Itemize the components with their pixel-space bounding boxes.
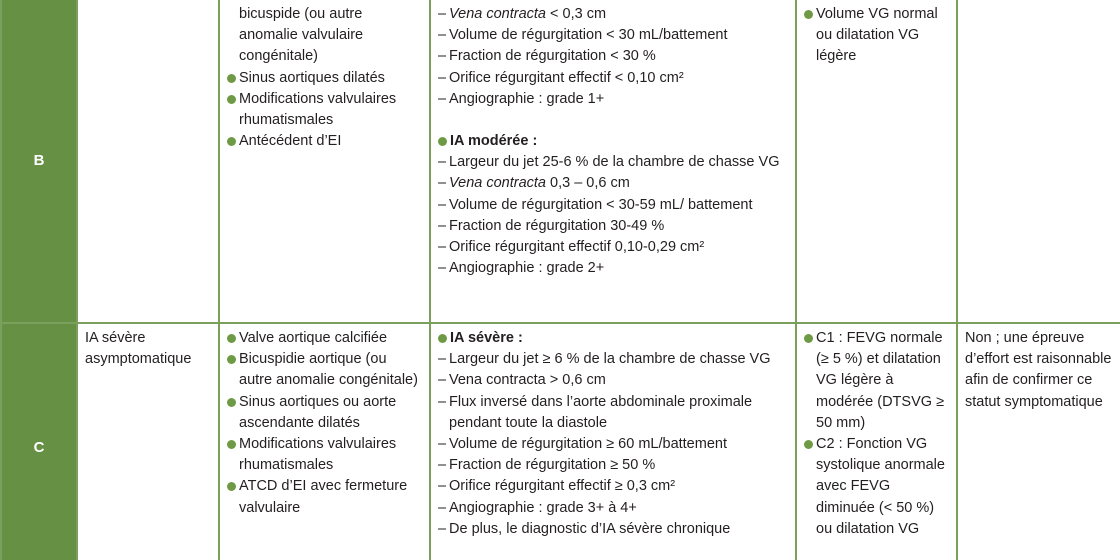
- criteria-group-heading: [438, 328, 789, 349]
- bullet-icon: [227, 398, 236, 407]
- criteria-item-text: Fraction de régurgitation < 30 %: [449, 48, 656, 65]
- criteria-item: [438, 258, 789, 279]
- bullet-icon: [227, 137, 236, 146]
- bullet-icon: [804, 10, 813, 19]
- bullet-icon: [227, 95, 236, 104]
- consequence-item: [804, 434, 950, 540]
- criteria-item-text: Orifice régurgitant effectif < 0,10 cm²: [449, 69, 684, 86]
- consequence-item: [804, 328, 950, 434]
- criteria-item: [438, 89, 789, 110]
- criteria-item: [438, 237, 789, 258]
- criteria-item-text: Fraction de régurgitation 30-49 %: [449, 217, 665, 234]
- consequence-text: C2 : Fonction VG systolique anormale avec FEVG diminuée (< 50 %) ou dilatation VG: [816, 436, 945, 537]
- criteria-item: [438, 392, 789, 434]
- bullet-icon: [438, 334, 447, 343]
- criteria-item-text: Orifice régurgitant effectif 0,10-0,29 cm²: [449, 239, 705, 256]
- criteria-item: [438, 349, 789, 370]
- valve-criteria-cell: [430, 0, 796, 323]
- criteria-list: [438, 4, 789, 110]
- criteria-item-text: Angiographie : grade 1+: [449, 90, 605, 107]
- bullet-icon: [227, 334, 236, 343]
- hemodynamic-consequences-cell: [796, 0, 957, 323]
- stage-cell: B: [1, 0, 77, 323]
- criteria-item-text: 0,3 – 0,6 cm: [546, 175, 630, 192]
- symptoms-cell: Non ; une épreuve d’effort est raisonnable afin de confirmer ce statut symptomatique: [957, 323, 1120, 560]
- criteria-item: [438, 216, 789, 237]
- criteria-item-text: Volume de régurgitation < 30 mL/battement: [449, 27, 728, 44]
- risk-factor-item: [227, 476, 423, 518]
- criteria-list: [438, 152, 789, 279]
- bullet-icon: [438, 137, 447, 146]
- bullet-icon: [227, 74, 236, 83]
- risk-factor-text: bicuspide (ou autre anomalie valvulaire congénitale): [239, 6, 364, 65]
- criteria-item: [438, 46, 789, 67]
- risk-factor-text: Sinus aortiques ou aorte ascendante dilatés: [239, 393, 397, 431]
- criteria-item-text: Angiographie : grade 3+ à 4+: [449, 499, 637, 516]
- definition-cell: IA sévère asymptomatique: [77, 323, 219, 560]
- criteria-heading-text: IA sévère :: [450, 330, 523, 346]
- criteria-item-text: Volume de régurgitation < 30-59 mL/ battement: [449, 196, 753, 213]
- bullet-icon: [804, 440, 813, 449]
- criteria-item-text: Orifice régurgitant effectif ≥ 0,3 cm²: [449, 478, 676, 495]
- criteria-item-text: Flux inversé dans l’aorte abdominale proximale pendant toute la diastole: [449, 393, 753, 431]
- stage-cell: C: [1, 323, 77, 560]
- definition-cell: [77, 0, 219, 323]
- criteria-group-heading: [438, 131, 789, 152]
- consequence-item: [804, 4, 950, 68]
- risk-factor-item: [227, 68, 423, 89]
- stage-row: [1, 0, 1120, 323]
- bullet-icon: [227, 440, 236, 449]
- stage-row: [1, 323, 1120, 560]
- risk-factor-text: Sinus aortiques dilatés: [239, 69, 385, 86]
- criteria-item-text: < 0,3 cm: [546, 6, 607, 22]
- criteria-item: [438, 152, 789, 173]
- risk-factor-item: [227, 131, 423, 152]
- consequence-text: C1 : FEVG normale (≥ 5 %) et dilatation VG légère à modérée (DTSVG ≥ 50 mm): [816, 330, 945, 431]
- bullet-icon: [227, 355, 236, 364]
- criteria-item: [438, 68, 789, 89]
- risk-factor-text: Antécédent d’EI: [239, 133, 342, 150]
- criteria-item-text: Angiographie : grade 2+: [449, 260, 605, 277]
- risk-factors-cell: [219, 323, 430, 560]
- risk-factor-text: Modifications valvulaires rhumatismales: [239, 90, 397, 129]
- criteria-item-text: Volume de régurgitation ≥ 60 mL/battement: [449, 436, 727, 453]
- risk-factor-item: [227, 328, 423, 349]
- risk-factor-list: [227, 4, 423, 152]
- risk-factor-text: Valve aortique calcifiée: [239, 330, 388, 346]
- criteria-item-text: De plus, le diagnostic d’IA sévère chronique: [449, 520, 731, 537]
- criteria-item-italic: Vena contracta: [449, 6, 546, 22]
- criteria-item: [438, 25, 789, 46]
- consequence-list: [804, 328, 950, 540]
- risk-factors-cell: [219, 0, 430, 323]
- criteria-item-text: Vena contracta > 0,6 cm: [449, 372, 606, 389]
- criteria-list: [438, 349, 789, 540]
- consequence-list: [804, 4, 950, 68]
- criteria-item: [438, 476, 789, 497]
- criteria-item: [438, 370, 789, 391]
- risk-factor-item: [227, 349, 423, 391]
- consequence-text: Volume VG normal ou dilatation VG légère: [816, 6, 938, 65]
- criteria-item-text: Fraction de régurgitation ≥ 50 %: [449, 457, 656, 474]
- valve-criteria-cell: [430, 323, 796, 560]
- criteria-item: [438, 195, 789, 216]
- risk-factor-text: ATCD d’EI avec fermeture valvulaire: [239, 478, 408, 516]
- risk-factor-item: [227, 434, 423, 476]
- symptoms-cell: [957, 0, 1120, 323]
- risk-factor-list: [227, 328, 423, 519]
- risk-factor-item: [227, 392, 423, 434]
- bullet-icon: [804, 334, 813, 343]
- risk-factor-text: Modifications valvulaires rhumatismales: [239, 436, 397, 474]
- risk-factor-text: Bicuspidie aortique (ou autre anomalie congénitale): [239, 351, 418, 389]
- criteria-item: [438, 455, 789, 476]
- criteria-item: [438, 519, 789, 540]
- hemodynamic-consequences-cell: [796, 323, 957, 560]
- criteria-item: [438, 498, 789, 519]
- criteria-item: [438, 434, 789, 455]
- risk-factor-item: [227, 89, 423, 131]
- criteria-item-italic: Vena contracta: [449, 175, 546, 192]
- criteria-item: [438, 4, 789, 25]
- criteria-item: [438, 173, 789, 194]
- criteria-item-text: Largeur du jet ≥ 6 % de la chambre de chasse VG: [449, 351, 771, 368]
- risk-factor-item: [227, 4, 423, 68]
- bullet-icon: [227, 482, 236, 491]
- criteria-item-text: Largeur du jet 25-6 % de la chambre de chasse VG: [449, 154, 780, 171]
- criteria-heading-text: IA modérée :: [450, 133, 538, 150]
